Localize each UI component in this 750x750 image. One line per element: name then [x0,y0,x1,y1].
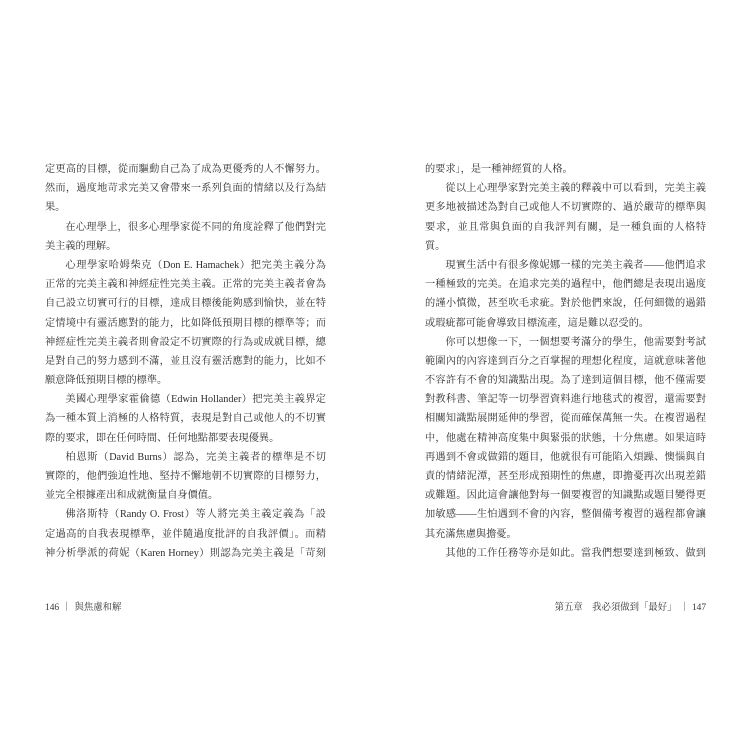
text-line: 對教科書、筆記等一切學習資料進行地毯式的複習，還需要對 [425,394,706,406]
paragraph [425,179,706,256]
right-page [375,0,750,750]
text-line: 神分析學派的荷妮（Karen Horney）則認為完美主義是「苛刻 [45,547,326,559]
page-number: 146 [45,603,60,613]
text-line: 的謹小慎微，甚至吹毛求疵。對於他們來說，任何細微的過錯 [425,298,706,310]
chapter-title: 我必須做到「最好」 [592,603,677,613]
chapter-label: 第五章 [554,603,583,613]
text-line: 然而，過度地苛求完美又會帶來一系列負面的情緒以及行為結 [45,183,326,195]
text-line: 加敏感——生怕遇到不會的內容，整個備考複習的過程都會讓 [425,509,706,521]
text-line: 願意降低預期目標的標準。 [45,375,168,387]
paragraph [45,390,326,448]
page-number: 147 [691,603,706,613]
text-line: 質。 [425,240,446,252]
text-line: 美主義的理解。 [45,240,117,252]
text-line: 定情境中有靈活應對的能力，比如降低預期目標的標準等；而 [45,317,326,329]
footer-separator: ｜ [62,603,72,613]
text-line: 的要求」，是一種神經質的人格。 [425,164,573,175]
text-line: 在心理學上，很多心理學家從不同的角度詮釋了他們對完 [65,221,326,233]
page-footer [45,600,326,616]
text-line: 或瑕疵都可能會導致目標流產，這是難以忍受的。 [425,317,650,329]
text-line: 你可以想像一下，一個想要考滿分的學生，他需要對考試 [445,336,706,348]
text-line: 果。 [45,202,66,214]
text-line: 更多地被描述為對自己或他人不切實際的、過於嚴苛的標準與 [425,202,706,214]
text-line: 中，他處在精神高度集中與緊張的狀態，十分焦慮。如果這時 [425,432,706,444]
paragraph [45,218,326,256]
footer-separator: ｜ [679,603,689,613]
text-line: 際的要求，即在任何時間、任何地點都要表現優異。 [45,432,280,444]
paragraph [45,256,326,390]
text-line: 一種極致的完美。在追求完美的過程中，他們總是表現出過度 [425,279,706,291]
text-line: 其他的工作任務等亦是如此。當我們想要達到極致、做到 [445,547,706,559]
text-line: 為一種本質上消極的人格特質，表現是對自己或他人的不切實 [45,413,326,425]
text-line: 是對自己的努力感到不滿，並且沒有靈活應對的能力，比如不 [45,355,326,367]
text-line: 實際的，他們強迫性地、堅持不懈地朝不切實際的目標努力， [45,471,326,482]
text-column [45,160,326,563]
text-line: 佛洛斯特（Randy O. Frost）等人將完美主義定義為「設 [65,509,326,521]
page-footer [425,600,706,616]
text-line: 神經症性完美主義者則會設定不切實際的行為或成就目標，總 [45,336,326,348]
text-line: 自己設立切實可行的目標，達成目標後能夠感到愉快，並在特 [45,298,326,310]
text-line: 定過高的自我表現標準，並伴隨過度批評的自我評價」。而精 [45,528,326,540]
paragraph [45,505,326,563]
paragraph [425,544,706,563]
text-line: 正常的完美主義和神經症性完美主義。正常的完美主義者會為 [45,279,326,291]
text-line: 柏恩斯（David Burns）認為，完美主義者的標準是不切 [65,451,326,463]
paragraph [425,160,706,179]
text-line: 不容許有不會的知識點出現。為了達到這個目標，他不僅需要 [425,375,706,387]
paragraph [45,448,326,506]
text-line: 心理學家哈姆柴克（Don E. Hamachek）把完美主義分為 [65,259,326,271]
text-line: 並完全根據產出和成就衡量自身價值。 [45,490,219,502]
text-line: 現實生活中有很多像妮娜一樣的完美主義者——他們追求 [445,259,706,271]
text-line: 從以上心理學家對完美主義的釋義中可以看到，完美主義 [445,183,706,195]
paragraph [425,333,706,544]
text-line: 相關知識點展開延伸的學習，從而確保萬無一失。在複習過程 [425,413,706,425]
text-line: 美國心理學家霍倫德（Edwin Hollander）把完美主義界定 [65,394,326,406]
paragraph [45,160,326,218]
text-column [425,160,706,563]
text-line: 或難題。因此這會讓他對每一個要複習的知識點或題目變得更 [425,490,706,502]
text-line: 定更高的目標，從而驅動自己為了成為更優秀的人不懈努力。 [45,164,326,175]
text-line: 其充滿焦慮與擔憂。 [425,528,517,540]
text-line: 責的情緒泥潭，甚至形成預期性的焦慮，即擔憂再次出現差錯 [425,471,706,482]
text-line: 要求，並且常與負面的自我評判有關，是一種負面的人格特 [425,221,706,233]
text-line: 再遇到不會或做錯的題目，他就很有可能陷入煩躁、懊惱與自 [425,451,706,463]
running-title: 與焦慮和解 [74,603,122,613]
paragraph [425,256,706,333]
text-line: 範圍內的內容達到百分之百掌握的理想化程度，這就意味著他 [425,355,706,367]
